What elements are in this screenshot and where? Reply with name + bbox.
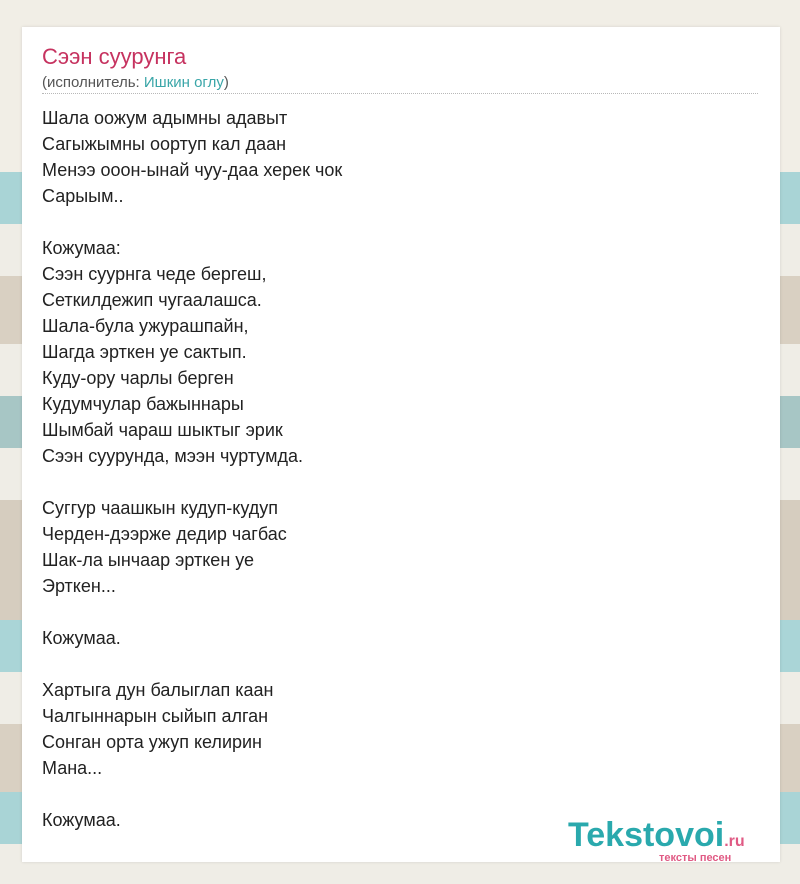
lyric-line: Хартыга дун балыглап каан bbox=[42, 680, 274, 700]
logo-tagline: тексты песен bbox=[659, 852, 732, 864]
lyric-line: Черден-дээрже дедир чагбас bbox=[42, 524, 287, 544]
lyric-line: Кожумаа: bbox=[42, 238, 121, 258]
lyric-line bbox=[42, 209, 742, 235]
lyric-line: Сээн суурунда, мээн чуртумда. bbox=[42, 446, 303, 466]
lyric-line: Сагыжымны оортуп кал даан bbox=[42, 134, 287, 154]
lyric-line: Шала оожум адымны адавыт bbox=[42, 108, 288, 128]
lyric-line: Сеткилдежип чугаалашса. bbox=[42, 290, 262, 310]
artist-link[interactable]: Ишкин оглу bbox=[143, 74, 224, 91]
logo-main-text: Tekstovoi bbox=[568, 816, 725, 854]
lyric-line: Кожумаа. bbox=[42, 628, 121, 648]
lyric-line: Шала-була ужурашпайн, bbox=[42, 316, 249, 336]
lyric-line bbox=[42, 469, 742, 495]
song-title: Сээн суурунга bbox=[42, 44, 187, 69]
lyric-line: Шак-ла ынчаар эрткен уе bbox=[42, 550, 255, 570]
lyric-line: Суггур чаашкын кудуп-кудуп bbox=[42, 498, 278, 518]
lyric-line: Эрткен... bbox=[42, 576, 116, 596]
lyric-line bbox=[42, 651, 742, 677]
lyric-line: Мана... bbox=[42, 758, 103, 778]
artist-suffix: ) bbox=[223, 74, 229, 91]
lyric-line: Сонган орта ужуп келирин bbox=[42, 732, 262, 752]
lyrics-text bbox=[42, 105, 742, 833]
lyric-line: Менээ ооон-ынай чуу-даа херек чок bbox=[42, 160, 343, 180]
lyric-line: Сарыым.. bbox=[42, 186, 124, 206]
lyric-line: Кудумчулар бажыннары bbox=[42, 394, 244, 414]
lyric-line bbox=[42, 599, 742, 625]
lyric-line: Куду-ору чарлы берген bbox=[42, 368, 234, 388]
lyric-line: Шымбай чараш шыктыг эрик bbox=[42, 420, 283, 440]
lyric-line: Шагда эрткен уе сактып. bbox=[42, 342, 247, 362]
lyrics-card bbox=[22, 27, 780, 862]
artist-line bbox=[42, 73, 229, 93]
logo-tld: .ru bbox=[724, 833, 745, 850]
lyric-line: Кожумаа. bbox=[42, 810, 121, 830]
site-logo[interactable] bbox=[568, 815, 778, 865]
lyric-line: Сээн суурнга чеде бергеш, bbox=[42, 264, 267, 284]
artist-prefix: (исполнитель: bbox=[42, 74, 144, 91]
lyric-line: Чалгыннарын сыйып алган bbox=[42, 706, 269, 726]
title-divider bbox=[42, 93, 758, 94]
lyric-line bbox=[42, 781, 742, 807]
